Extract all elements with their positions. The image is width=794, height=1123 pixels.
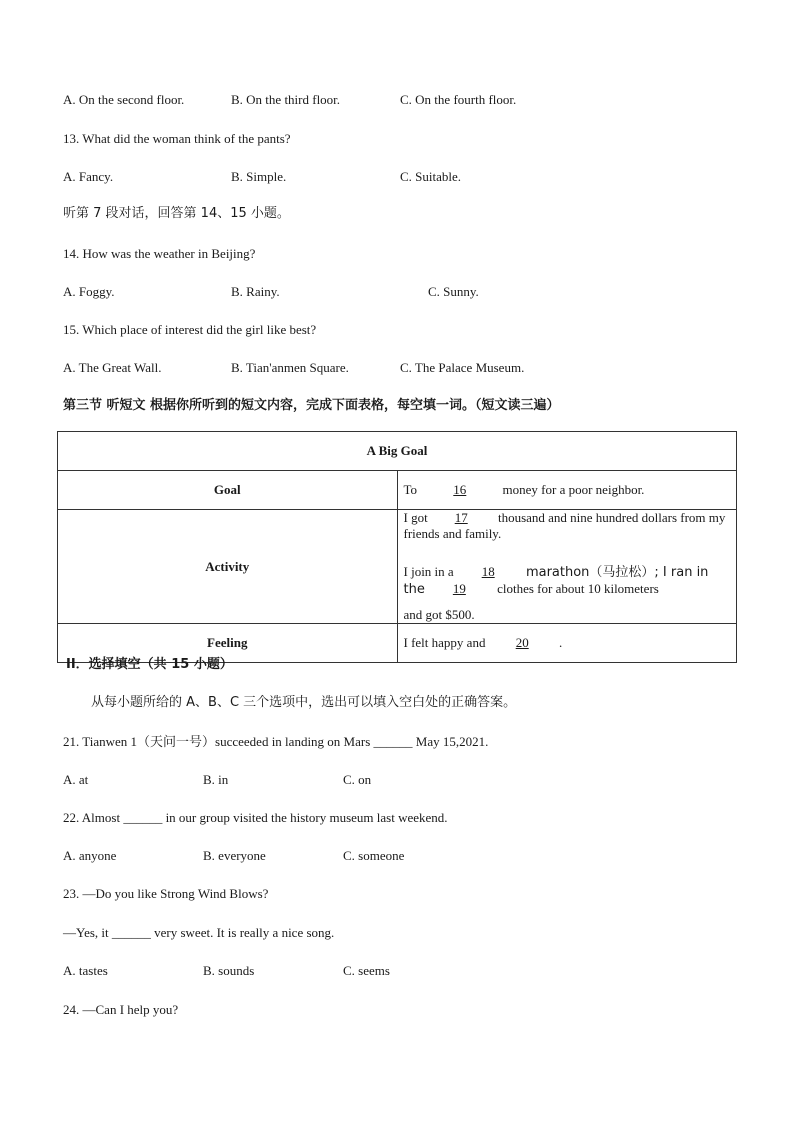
q21-option-c: C. on [343,772,372,787]
q23-question: 23. —Do you like Strong Wind Blows? [63,886,269,901]
act1-pre: I got [403,510,428,525]
activity-line-2 [404,564,731,598]
goal-pre: To [403,482,418,497]
q12-option-b: B. On the third floor. [231,92,341,107]
q21-option-a: A. at [63,772,89,787]
feeling-label: Feeling [58,624,398,663]
q21-option-b: B. in [203,772,229,787]
q23-option-b: B. sounds [203,963,255,978]
activity-line-1 [404,510,731,542]
blank-18: 18 [481,564,495,579]
q15-option-a: A. The Great Wall. [63,360,162,375]
act2-mid: marathon（马拉松）; I ran in the [403,565,709,597]
blank-20: 20 [515,635,529,650]
blank-16: 16 [453,482,467,497]
q22-option-b: B. everyone [203,848,266,863]
activity-cell [397,510,737,624]
goal-cell [397,471,737,510]
q14-question: 14. How was the weather in Beijing? [63,246,256,261]
q15-option-c: C. The Palace Museum. [400,360,525,375]
q12-option-a: A. On the second floor. [63,92,185,107]
q23-option-c: C. seems [343,963,390,978]
goal-post: money for a poor neighbor. [502,482,645,497]
act2-post: clothes for about 10 kilometers [497,581,659,596]
q23-answer: —Yes, it ______ very sweet. It is really a nice song. [63,925,335,940]
part-2-heading: II．选择填空（共 15 小题） [66,657,233,672]
activity-label: Activity [58,510,398,624]
q14-option-b: B. Rainy. [231,284,280,299]
activity-line-3 [404,607,731,623]
act1-post: thousand and nine hundred dollars from my friends and family. [403,510,726,541]
q12-option-c: C. On the fourth floor. [400,92,517,107]
part-2-instruction: 从每小题所给的 A、B、C 三个选项中，选出可以填入空白处的正确答案。 [91,695,517,710]
act2-line2: and got $500. [403,607,475,622]
q24-question: 24. —Can I help you? [63,1002,179,1017]
q22-question: 22. Almost ______ in our group visited the history museum last weekend. [63,810,448,825]
q22-option-a: A. anyone [63,848,117,863]
q13-option-a: A. Fancy. [63,169,114,184]
q13-option-c: C. Suitable. [400,169,462,184]
blank-19: 19 [452,581,466,596]
q22-option-c: C. someone [343,848,405,863]
q21-question: 21. Tianwen 1（天问一号）succeeded in landing on Mars ______ May 15,2021. [63,734,489,749]
dialogue-7-instruction: 听第 7 段对话，回答第 14、15 小题。 [63,206,290,221]
q15-option-b: B. Tian'anmen Square. [231,360,349,375]
q14-option-a: A. Foggy. [63,284,115,299]
q13-option-b: B. Simple. [231,169,287,184]
q15-question: 15. Which place of interest did the girl like best? [63,322,317,337]
blank-17: 17 [454,510,468,525]
goal-label: Goal [58,471,398,510]
act2-pre: I join in a [403,564,454,579]
q13-question: 13. What did the woman think of the pants? [63,131,291,146]
feel-post: . [558,635,563,650]
table-title: A Big Goal [58,432,737,471]
section-3-heading: 第三节 听短文 根据你所听到的短文内容，完成下面表格，每空填一词。（短文读三遍） [63,398,560,413]
feel-pre: I felt happy and [403,635,486,650]
q14-option-c: C. Sunny. [428,284,479,299]
feeling-cell [397,624,737,663]
big-goal-table [57,431,737,663]
q23-option-a: A. tastes [63,963,108,978]
